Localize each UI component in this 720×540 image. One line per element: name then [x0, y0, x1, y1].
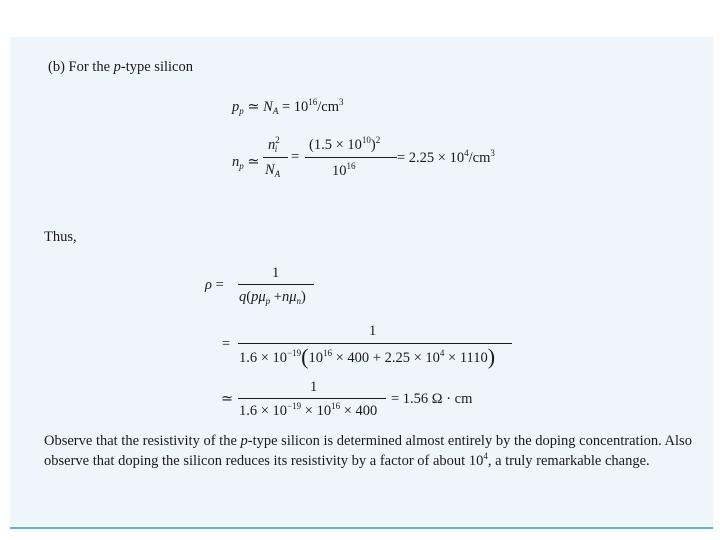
- fraction-1-denominator: $N_A$: [265, 162, 281, 179]
- substitution-fraction-bar: [238, 343, 512, 344]
- resistivity-fraction-bar: [238, 284, 314, 285]
- fraction-1-numerator: $n^2_i$: [268, 135, 280, 154]
- final-fraction-bar: [238, 398, 386, 399]
- resistivity-denominator: $q(p\mu_p +n\mu_n)$: [239, 289, 306, 306]
- electron-result: = $2.25 \times 10^4/cm^3$: [397, 148, 495, 166]
- thus-label: Thus,: [44, 229, 77, 245]
- fraction-2-bar: [305, 157, 397, 158]
- final-result: = 1.56 Ω · cm: [391, 391, 473, 407]
- final-denominator: $1.6 \times 10^{-19} \times 10^{16} \times 400$: [239, 401, 378, 419]
- substitution-denominator: $1.6 \times 10^{-19}(10^{16} \times 400 + 2.25 \times 10^4 \times 1110)$: [239, 344, 496, 369]
- heading: (b) For the p-type silicon: [48, 59, 193, 75]
- bottom-rule: [10, 527, 713, 529]
- substitution-numerator: 1: [369, 323, 377, 339]
- final-numerator: 1: [310, 379, 318, 395]
- observation-paragraph: Observe that the resistivity of the p-type silicon is determined almost entirely by the doping concentration. Also observe that doping the silicon reduces its resistivity by a factor of about $10^4$, a truly remarkable change.: [44, 433, 692, 469]
- fraction-2-numerator: $(1.5 \times 10^{10})^2$: [309, 135, 381, 153]
- fraction-1-bar: [263, 157, 288, 158]
- equation-hole-concentration: $p_p$ ≃ $N_A = 10^{16}/cm^3$: [232, 97, 344, 116]
- resistivity-numerator: 1: [272, 265, 280, 281]
- fraction-2-denominator: $10^{16}$: [332, 161, 356, 179]
